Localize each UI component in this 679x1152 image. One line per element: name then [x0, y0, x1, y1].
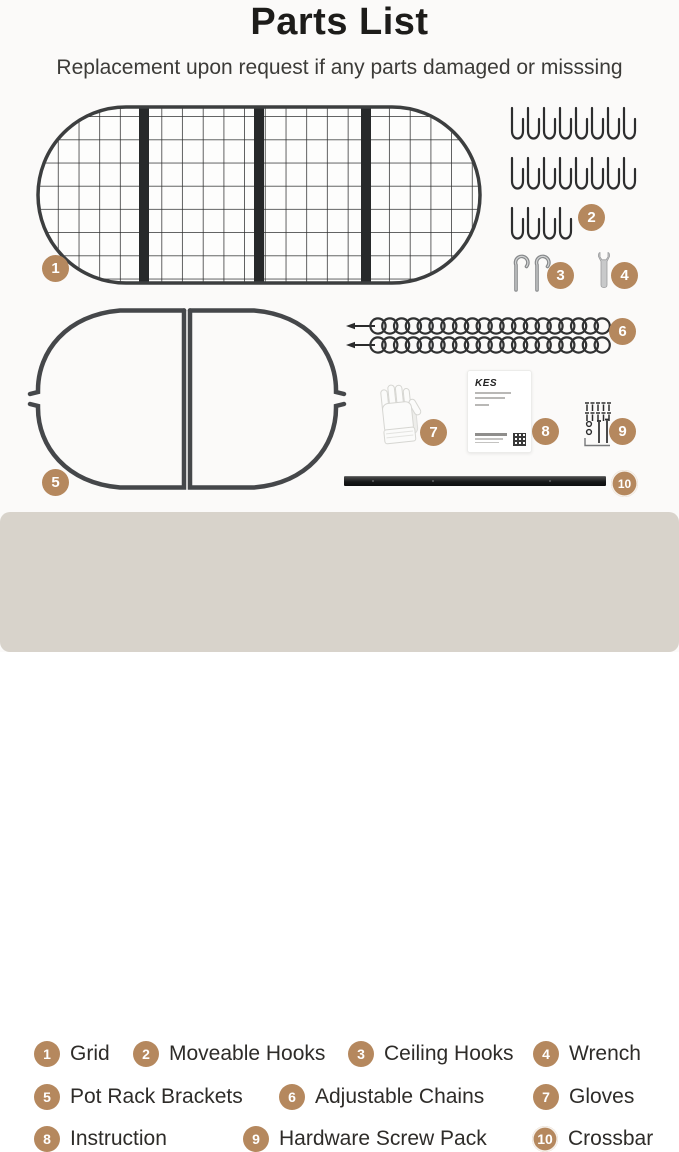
legend-badge-1: 1 [34, 1041, 60, 1067]
instruction-text-line [475, 404, 489, 406]
legend-badge-3: 3 [348, 1041, 374, 1067]
part-badge-gloves: 7 [420, 419, 447, 446]
legend-badge-2: 2 [133, 1041, 159, 1067]
part-badge-ceiling-hooks: 3 [547, 262, 574, 289]
moveable-hooks-illustration [506, 104, 646, 246]
part-badge-screw-pack: 9 [609, 418, 636, 445]
instruction-footer-lines [475, 433, 507, 445]
page-title: Parts List [250, 1, 429, 43]
legend-item-ceiling-hooks [348, 1041, 514, 1067]
part-badge-chains: 6 [609, 318, 636, 345]
legend-label-ceiling-hooks: Ceiling Hooks [384, 1042, 514, 1065]
legend-item-wrench [533, 1041, 641, 1067]
legend-badge-10: 10 [532, 1126, 558, 1152]
legend-badge-4: 4 [533, 1041, 559, 1067]
legend-item-chains [279, 1084, 484, 1110]
legend-badge-9: 9 [243, 1126, 269, 1152]
qr-code [513, 433, 526, 446]
legend-label-crossbar: Crossbar [568, 1127, 654, 1150]
part-badge-wrench: 4 [611, 262, 638, 289]
legend-label-instruction: Instruction [70, 1127, 167, 1150]
legend-badge-7: 7 [533, 1084, 559, 1110]
instruction-illustration [467, 370, 532, 453]
part-badge-instruction: 8 [532, 418, 559, 445]
legend-item-screw-pack [243, 1126, 487, 1152]
adjustable-chains-illustration [338, 312, 630, 358]
legend-label-brackets: Pot Rack Brackets [70, 1085, 243, 1108]
legend-item-brackets [34, 1084, 243, 1110]
legend-panel [0, 512, 679, 1150]
crossbar-illustration [344, 476, 606, 486]
instruction-text-line [475, 392, 511, 394]
legend-label-gloves: Gloves [569, 1085, 635, 1108]
instruction-brand-logo: KES [475, 378, 498, 389]
legend-item-crossbar [532, 1126, 653, 1152]
part-badge-grid: 1 [42, 255, 69, 282]
legend-label-wrench: Wrench [569, 1042, 641, 1065]
legend-label-screw-pack: Hardware Screw Pack [279, 1127, 487, 1150]
legend-label-grid: Grid [70, 1042, 110, 1065]
legend-item-moveable-hooks [133, 1041, 325, 1067]
legend-label-moveable-hooks: Moveable Hooks [169, 1042, 326, 1065]
legend-item-grid [34, 1041, 110, 1067]
legend-badge-6: 6 [279, 1084, 305, 1110]
pot-rack-brackets-illustration [28, 306, 346, 492]
legend-label-chains: Adjustable Chains [315, 1085, 485, 1108]
instruction-text-line [475, 397, 505, 399]
wrench-illustration [597, 250, 611, 292]
legend-item-instruction [34, 1126, 167, 1152]
legend-badge-5: 5 [34, 1084, 60, 1110]
page-subtitle: Replacement upon request if any parts damaged or misssing [56, 56, 623, 79]
legend-badge-8: 8 [34, 1126, 60, 1152]
legend-item-gloves [533, 1084, 634, 1110]
part-badge-moveable-hooks: 2 [578, 204, 605, 231]
grid-illustration [34, 103, 484, 287]
part-badge-brackets: 5 [42, 469, 69, 496]
part-badge-crossbar: 10 [611, 470, 638, 497]
